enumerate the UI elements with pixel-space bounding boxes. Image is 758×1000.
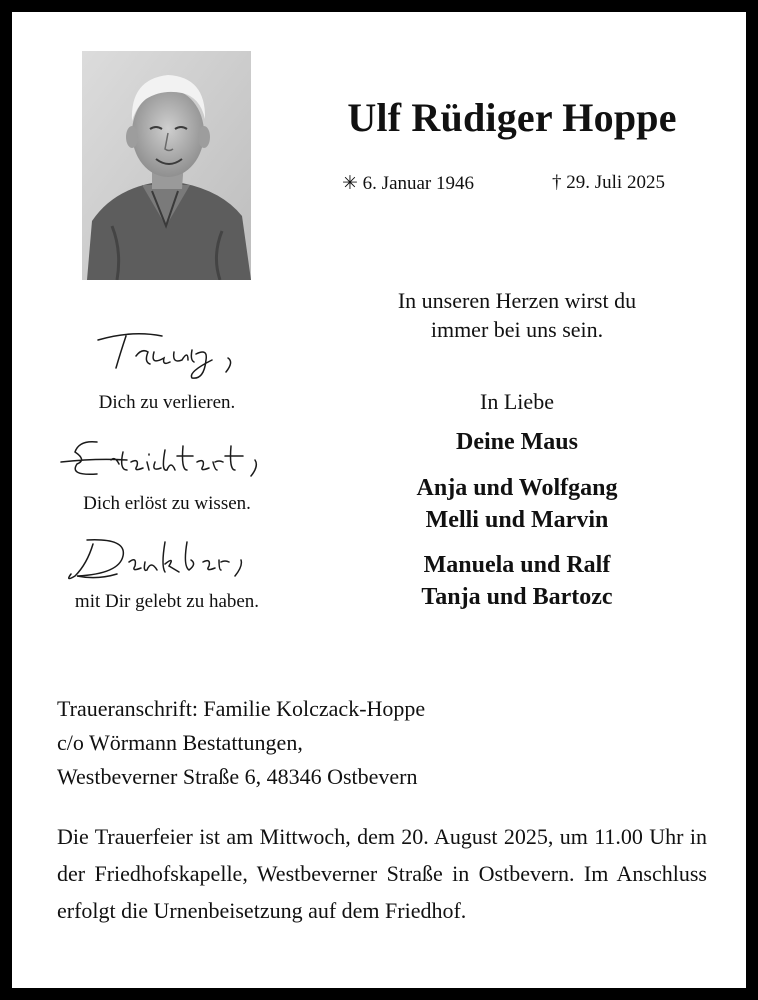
memorial-quote	[332, 286, 702, 344]
death-date: † 29. Juli 2025	[552, 172, 665, 193]
script-caption: mit Dir gelebt zu haben.	[74, 591, 260, 612]
in-liebe-label: In Liebe	[480, 389, 554, 414]
mourner-group	[332, 472, 702, 536]
portrait-photo	[82, 51, 251, 280]
script-word-erleichtert	[57, 430, 287, 490]
ceremony-info: Die Trauerfeier ist am Mittwoch, dem 20. August 2025, um 11.00 Uhr in der Friedhofskapelle, Westbeverner Straße in Ostbevern. Im Anschluss erfolgt die Urnenbeisetzung auf dem Friedhof.	[57, 824, 707, 923]
mourner-line: Tanja und Bartozc	[421, 584, 613, 610]
mourning-address	[57, 692, 425, 794]
script-word-dankbar	[57, 530, 277, 590]
deceased-name: Ulf Rüdiger Hoppe	[347, 95, 677, 140]
address-line: Traueranschrift: Familie Kolczack-Hoppe	[57, 696, 426, 721]
mourner-line: Anja und Wolfgang	[416, 475, 618, 501]
mourner-line: Manuela und Ralf	[423, 552, 611, 578]
birth-date: ✳ 6. Januar 1946	[342, 173, 475, 194]
script-caption: Dich erlöst zu wissen.	[83, 493, 251, 514]
script-caption: Dich zu verlieren.	[98, 392, 236, 413]
mourner-group	[332, 549, 702, 613]
mourner-line: Melli und Marvin	[425, 507, 609, 533]
address-line: c/o Wörmann Bestattungen,	[57, 730, 303, 755]
obituary-card	[12, 12, 746, 988]
script-word-traurig	[92, 322, 252, 382]
quote-line: immer bei uns sein.	[430, 317, 604, 342]
mourner-line: Deine Maus	[456, 429, 578, 455]
quote-line: In unseren Herzen wirst du	[397, 288, 637, 313]
address-line: Westbeverner Straße 6, 48346 Ostbevern	[57, 764, 418, 789]
